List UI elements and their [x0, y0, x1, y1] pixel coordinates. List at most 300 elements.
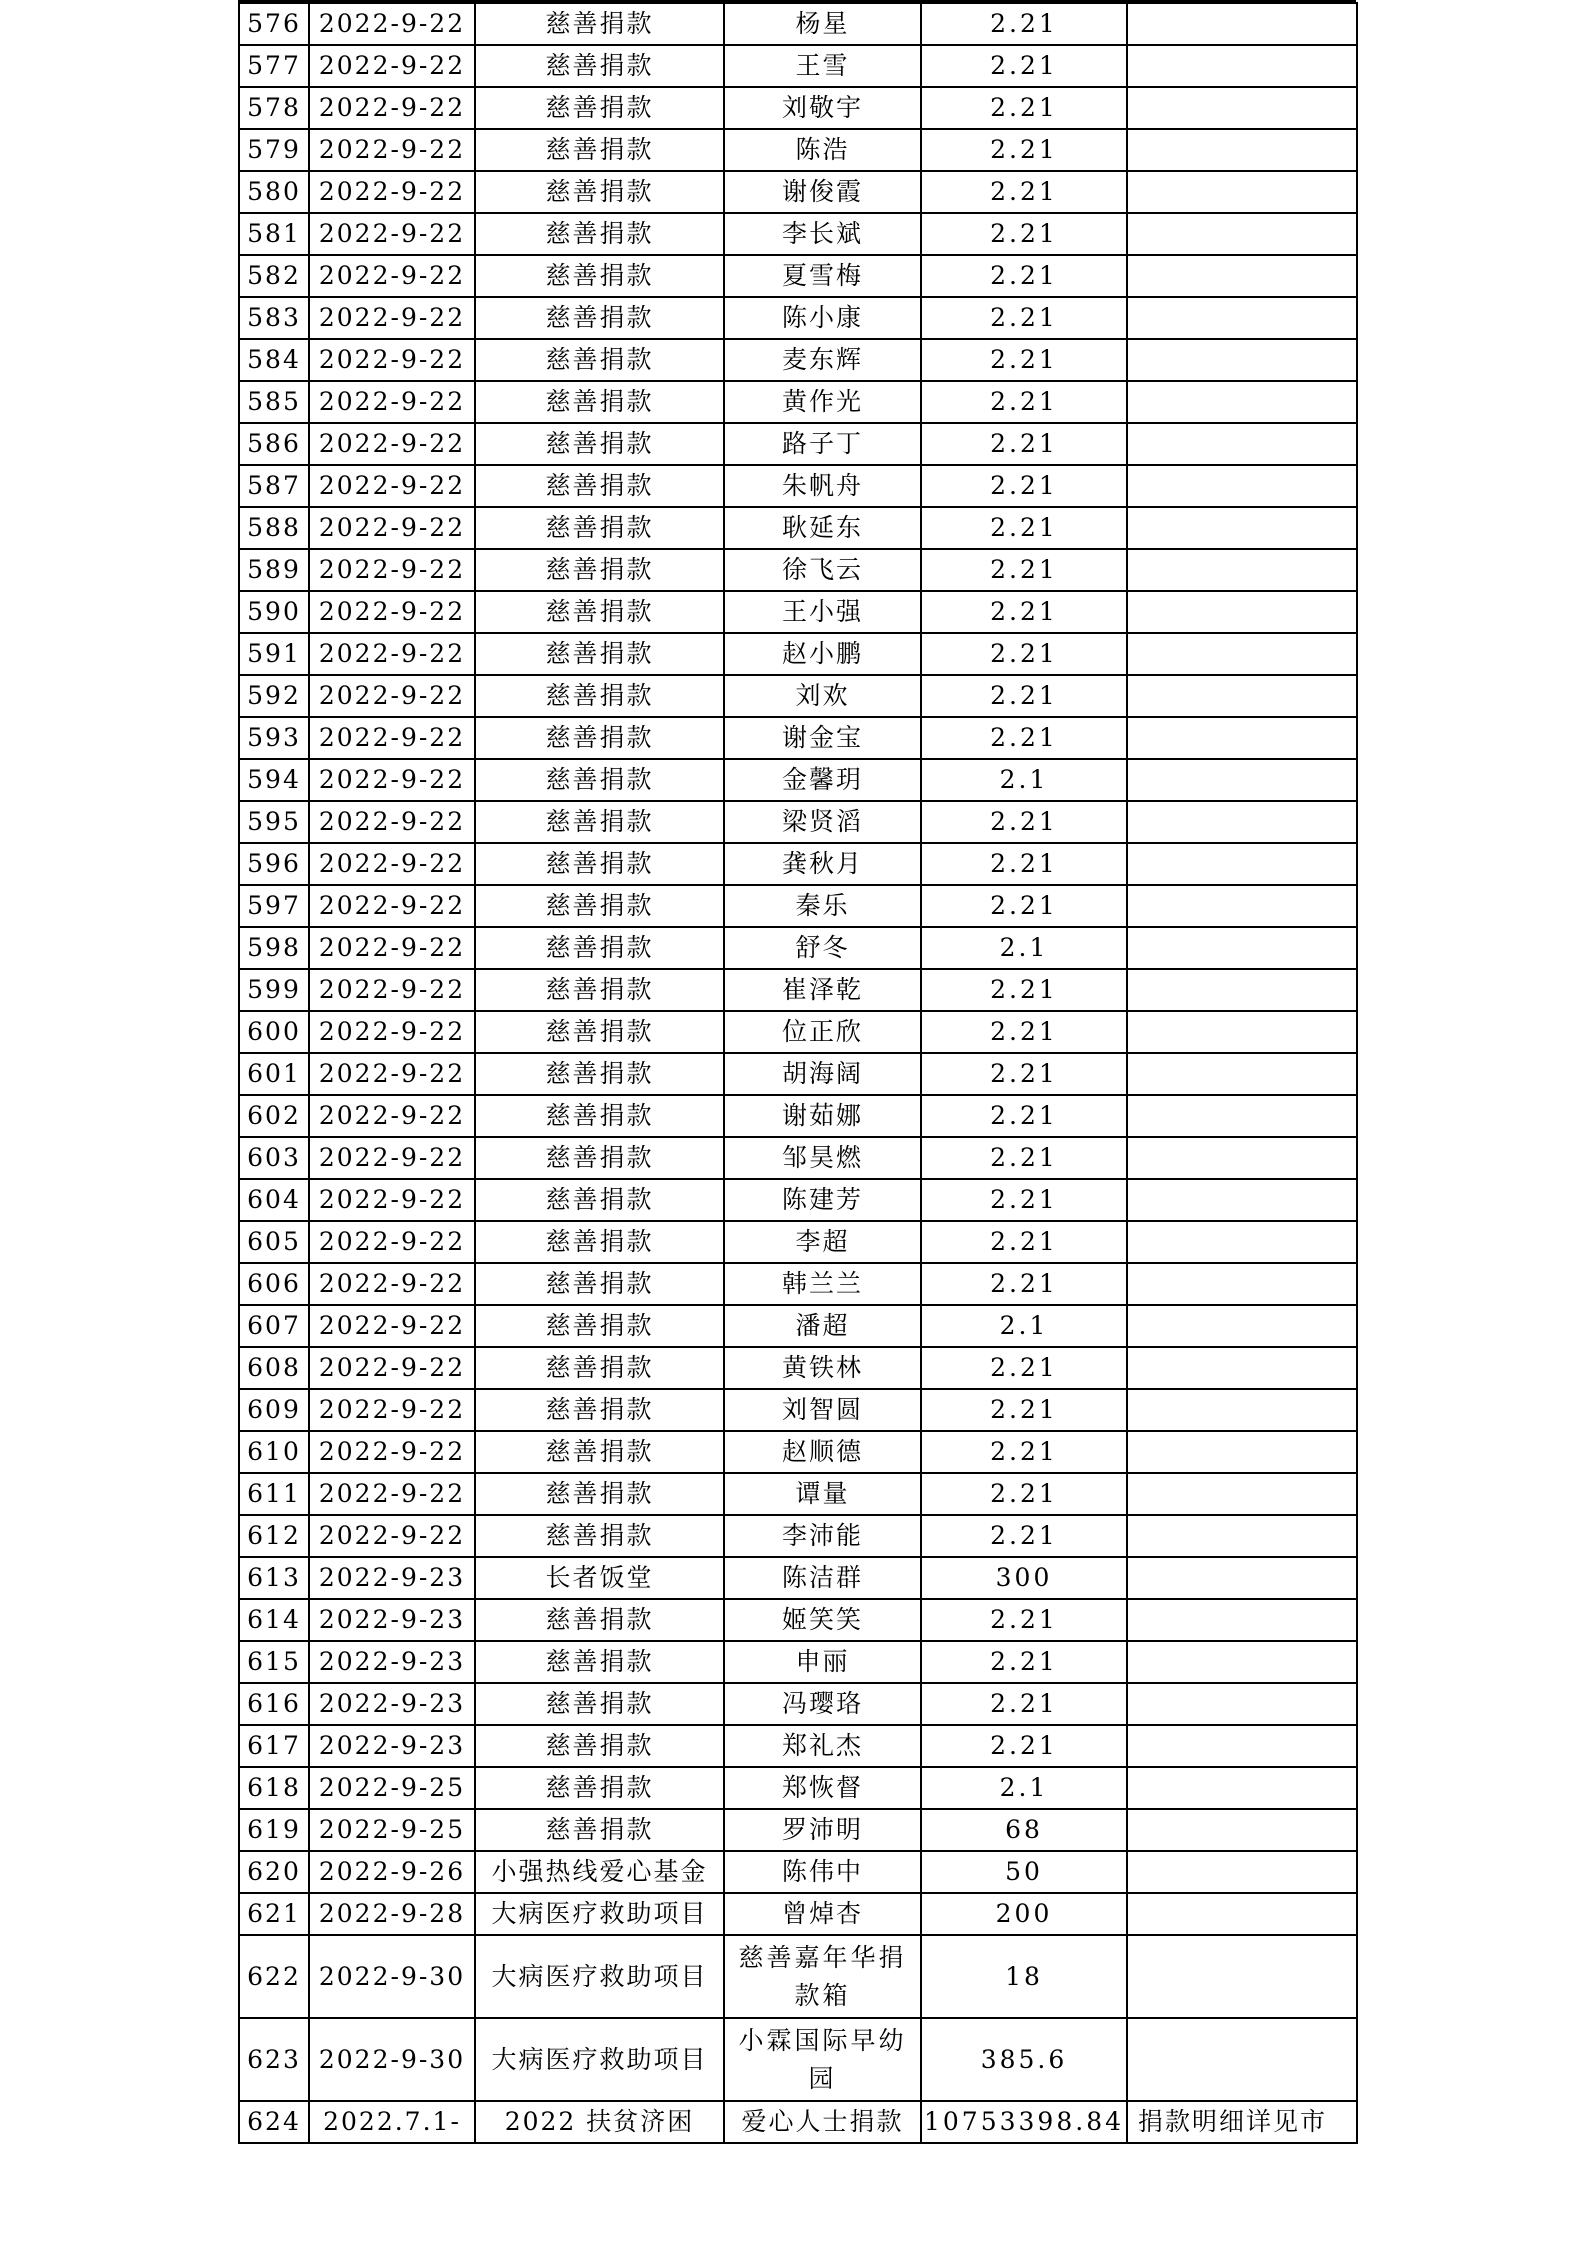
project-cell: 慈善捐款 [475, 1683, 724, 1725]
project-cell: 慈善捐款 [475, 885, 724, 927]
date-cell: 2022-9-22 [309, 1305, 475, 1347]
project-cell: 慈善捐款 [475, 1137, 724, 1179]
table-row [239, 801, 1357, 843]
donor-cell: 金馨玥 [724, 759, 921, 801]
table-row [239, 1179, 1357, 1221]
table-row [239, 1809, 1357, 1851]
amount-cell: 2.21 [921, 465, 1127, 507]
row-number-cell: 601 [239, 1053, 309, 1095]
note-cell [1127, 1893, 1357, 1935]
row-number-cell: 594 [239, 759, 309, 801]
amount-cell: 50 [921, 1851, 1127, 1893]
project-cell: 慈善捐款 [475, 675, 724, 717]
table-row [239, 465, 1357, 507]
row-number-cell: 585 [239, 381, 309, 423]
row-number-cell: 584 [239, 339, 309, 381]
row-number-cell: 590 [239, 591, 309, 633]
donor-cell: 谢茹娜 [724, 1095, 921, 1137]
amount-cell: 2.21 [921, 1683, 1127, 1725]
amount-cell: 2.21 [921, 1725, 1127, 1767]
amount-cell: 2.1 [921, 927, 1127, 969]
project-cell: 慈善捐款 [475, 1473, 724, 1515]
project-cell: 慈善捐款 [475, 717, 724, 759]
donor-cell: 龚秋月 [724, 843, 921, 885]
project-cell: 慈善捐款 [475, 507, 724, 549]
project-cell: 慈善捐款 [475, 1095, 724, 1137]
table-row [239, 213, 1357, 255]
date-cell: 2022-9-22 [309, 1263, 475, 1305]
amount-cell: 2.21 [921, 87, 1127, 129]
project-cell: 慈善捐款 [475, 1515, 724, 1557]
project-cell: 慈善捐款 [475, 1347, 724, 1389]
amount-cell: 2.21 [921, 1221, 1127, 1263]
amount-cell: 2.21 [921, 171, 1127, 213]
table-row [239, 1389, 1357, 1431]
table-row [239, 87, 1357, 129]
amount-cell: 2.21 [921, 1599, 1127, 1641]
note-cell [1127, 801, 1357, 843]
row-number-cell: 620 [239, 1851, 309, 1893]
project-cell: 慈善捐款 [475, 339, 724, 381]
note-cell [1127, 1515, 1357, 1557]
note-cell [1127, 1809, 1357, 1851]
amount-cell: 2.21 [921, 1263, 1127, 1305]
amount-cell: 2.1 [921, 1767, 1127, 1809]
table-row [239, 3, 1357, 45]
donor-cell: 舒冬 [724, 927, 921, 969]
donor-cell: 徐飞云 [724, 549, 921, 591]
date-cell: 2022-9-22 [309, 381, 475, 423]
note-cell [1127, 1221, 1357, 1263]
date-cell: 2022-9-22 [309, 1515, 475, 1557]
row-number-cell: 577 [239, 45, 309, 87]
amount-cell: 2.21 [921, 1053, 1127, 1095]
table-row [239, 1557, 1357, 1599]
amount-cell: 2.21 [921, 1179, 1127, 1221]
project-cell: 慈善捐款 [475, 1011, 724, 1053]
note-cell: 捐款明细详见市 [1127, 2101, 1357, 2143]
date-cell: 2022-9-23 [309, 1725, 475, 1767]
project-cell: 慈善捐款 [475, 381, 724, 423]
donor-cell: 梁贤滔 [724, 801, 921, 843]
note-cell [1127, 1263, 1357, 1305]
date-cell: 2022-9-23 [309, 1557, 475, 1599]
note-cell [1127, 1179, 1357, 1221]
row-number-cell: 621 [239, 1893, 309, 1935]
note-cell [1127, 213, 1357, 255]
amount-cell: 2.21 [921, 1389, 1127, 1431]
project-cell: 2022 扶贫济困 [475, 2101, 724, 2143]
note-cell [1127, 2018, 1357, 2101]
table-row [239, 297, 1357, 339]
date-cell: 2022-9-23 [309, 1683, 475, 1725]
note-cell [1127, 1851, 1357, 1893]
row-number-cell: 596 [239, 843, 309, 885]
table-row [239, 927, 1357, 969]
note-cell [1127, 927, 1357, 969]
project-cell: 大病医疗救助项目 [475, 1893, 724, 1935]
amount-cell: 2.21 [921, 1515, 1127, 1557]
project-cell: 慈善捐款 [475, 3, 724, 45]
table-row [239, 1515, 1357, 1557]
amount-cell: 2.21 [921, 675, 1127, 717]
date-cell: 2022-9-22 [309, 675, 475, 717]
amount-cell: 2.21 [921, 1641, 1127, 1683]
project-cell: 慈善捐款 [475, 129, 724, 171]
date-cell: 2022-9-22 [309, 1179, 475, 1221]
date-cell: 2022-9-22 [309, 759, 475, 801]
date-cell: 2022-9-22 [309, 339, 475, 381]
table-row [239, 2018, 1357, 2101]
donor-cell: 胡海阔 [724, 1053, 921, 1095]
row-number-cell: 605 [239, 1221, 309, 1263]
row-number-cell: 608 [239, 1347, 309, 1389]
project-cell: 大病医疗救助项目 [475, 2018, 724, 2101]
row-number-cell: 619 [239, 1809, 309, 1851]
table-row [239, 1053, 1357, 1095]
table-row [239, 1305, 1357, 1347]
date-cell: 2022-9-22 [309, 1053, 475, 1095]
row-number-cell: 583 [239, 297, 309, 339]
table-row [239, 381, 1357, 423]
table-row [239, 255, 1357, 297]
table-row [239, 171, 1357, 213]
project-cell: 慈善捐款 [475, 1767, 724, 1809]
row-number-cell: 588 [239, 507, 309, 549]
row-number-cell: 616 [239, 1683, 309, 1725]
row-number-cell: 581 [239, 213, 309, 255]
donor-cell: 王小强 [724, 591, 921, 633]
date-cell: 2022-9-30 [309, 2018, 475, 2101]
row-number-cell: 606 [239, 1263, 309, 1305]
row-number-cell: 607 [239, 1305, 309, 1347]
row-number-cell: 618 [239, 1767, 309, 1809]
donor-cell: 秦乐 [724, 885, 921, 927]
project-cell: 慈善捐款 [475, 759, 724, 801]
date-cell: 2022-9-22 [309, 87, 475, 129]
amount-cell: 385.6 [921, 2018, 1127, 2101]
table-row [239, 675, 1357, 717]
table-row [239, 1095, 1357, 1137]
project-cell: 慈善捐款 [475, 213, 724, 255]
row-number-cell: 582 [239, 255, 309, 297]
date-cell: 2022-9-22 [309, 1431, 475, 1473]
project-cell: 长者饭堂 [475, 1557, 724, 1599]
project-cell: 慈善捐款 [475, 633, 724, 675]
donor-cell: 谭量 [724, 1473, 921, 1515]
row-number-cell: 587 [239, 465, 309, 507]
date-cell: 2022-9-23 [309, 1641, 475, 1683]
note-cell [1127, 1473, 1357, 1515]
donor-cell: 刘智圆 [724, 1389, 921, 1431]
note-cell [1127, 591, 1357, 633]
donor-cell: 位正欣 [724, 1011, 921, 1053]
donor-cell: 李超 [724, 1221, 921, 1263]
amount-cell: 2.21 [921, 1095, 1127, 1137]
date-cell: 2022-9-22 [309, 465, 475, 507]
note-cell [1127, 1431, 1357, 1473]
row-number-cell: 609 [239, 1389, 309, 1431]
table-row [239, 1683, 1357, 1725]
note-cell [1127, 675, 1357, 717]
table-row [239, 1935, 1357, 2018]
donor-cell: 姬笑笑 [724, 1599, 921, 1641]
row-number-cell: 614 [239, 1599, 309, 1641]
table-row [239, 843, 1357, 885]
table-row [239, 759, 1357, 801]
note-cell [1127, 87, 1357, 129]
table-row [239, 129, 1357, 171]
donor-cell: 黄铁林 [724, 1347, 921, 1389]
amount-cell: 2.21 [921, 1011, 1127, 1053]
note-cell [1127, 1389, 1357, 1431]
amount-cell: 2.21 [921, 1431, 1127, 1473]
donor-cell: 曾焯杏 [724, 1893, 921, 1935]
date-cell: 2022-9-22 [309, 1347, 475, 1389]
note-cell [1127, 339, 1357, 381]
donor-cell: 陈洁群 [724, 1557, 921, 1599]
amount-cell: 2.21 [921, 339, 1127, 381]
project-cell: 慈善捐款 [475, 1305, 724, 1347]
note-cell [1127, 1725, 1357, 1767]
note-cell [1127, 843, 1357, 885]
table-row [239, 969, 1357, 1011]
table-row [239, 1431, 1357, 1473]
row-number-cell: 576 [239, 3, 309, 45]
donor-cell: 邹昊燃 [724, 1137, 921, 1179]
note-cell [1127, 1641, 1357, 1683]
project-cell: 慈善捐款 [475, 1263, 724, 1305]
project-cell: 慈善捐款 [475, 1809, 724, 1851]
donor-cell: 麦东辉 [724, 339, 921, 381]
note-cell [1127, 717, 1357, 759]
amount-cell: 2.21 [921, 549, 1127, 591]
note-cell [1127, 1683, 1357, 1725]
note-cell [1127, 465, 1357, 507]
donor-cell: 谢俊霞 [724, 171, 921, 213]
amount-cell: 2.21 [921, 1347, 1127, 1389]
donor-cell: 夏雪梅 [724, 255, 921, 297]
date-cell: 2022-9-26 [309, 1851, 475, 1893]
note-cell [1127, 1137, 1357, 1179]
note-cell [1127, 1557, 1357, 1599]
amount-cell: 2.21 [921, 801, 1127, 843]
date-cell: 2022-9-22 [309, 423, 475, 465]
note-cell [1127, 1011, 1357, 1053]
note-cell [1127, 423, 1357, 465]
row-number-cell: 611 [239, 1473, 309, 1515]
date-cell: 2022-9-22 [309, 171, 475, 213]
note-cell [1127, 507, 1357, 549]
project-cell: 慈善捐款 [475, 1221, 724, 1263]
donor-cell: 赵小鹏 [724, 633, 921, 675]
donor-cell: 李长斌 [724, 213, 921, 255]
amount-cell: 2.21 [921, 717, 1127, 759]
table-row [239, 45, 1357, 87]
amount-cell: 2.21 [921, 255, 1127, 297]
amount-cell: 2.21 [921, 381, 1127, 423]
row-number-cell: 613 [239, 1557, 309, 1599]
donor-cell: 慈善嘉年华捐款箱 [724, 1935, 921, 2018]
donor-cell: 朱帆舟 [724, 465, 921, 507]
amount-cell: 2.21 [921, 129, 1127, 171]
table-row [239, 1221, 1357, 1263]
table-row [239, 1347, 1357, 1389]
donor-cell: 爱心人士捐款 [724, 2101, 921, 2143]
date-cell: 2022-9-22 [309, 507, 475, 549]
date-cell: 2022-9-22 [309, 843, 475, 885]
amount-cell: 2.21 [921, 3, 1127, 45]
table-row [239, 717, 1357, 759]
project-cell: 慈善捐款 [475, 171, 724, 213]
amount-cell: 68 [921, 1809, 1127, 1851]
date-cell: 2022-9-22 [309, 717, 475, 759]
project-cell: 慈善捐款 [475, 549, 724, 591]
table-row [239, 423, 1357, 465]
table-row [239, 1263, 1357, 1305]
row-number-cell: 579 [239, 129, 309, 171]
donor-cell: 陈建芳 [724, 1179, 921, 1221]
note-cell [1127, 1347, 1357, 1389]
table-row [239, 1725, 1357, 1767]
donor-cell: 陈伟中 [724, 1851, 921, 1893]
date-cell: 2022-9-23 [309, 1599, 475, 1641]
donor-cell: 郑礼杰 [724, 1725, 921, 1767]
donor-cell: 陈小康 [724, 297, 921, 339]
row-number-cell: 622 [239, 1935, 309, 2018]
row-number-cell: 598 [239, 927, 309, 969]
note-cell [1127, 171, 1357, 213]
note-cell [1127, 633, 1357, 675]
note-cell [1127, 1935, 1357, 2018]
row-number-cell: 600 [239, 1011, 309, 1053]
donation-table [238, 2, 1358, 2144]
donor-cell: 刘欢 [724, 675, 921, 717]
note-cell [1127, 3, 1357, 45]
table-row [239, 1641, 1357, 1683]
project-cell: 慈善捐款 [475, 1725, 724, 1767]
row-number-cell: 595 [239, 801, 309, 843]
row-number-cell: 589 [239, 549, 309, 591]
date-cell: 2022.7.1- [309, 2101, 475, 2143]
amount-cell: 2.1 [921, 759, 1127, 801]
table-row [239, 1473, 1357, 1515]
table-row [239, 885, 1357, 927]
donor-cell: 路子丁 [724, 423, 921, 465]
amount-cell: 2.1 [921, 1305, 1127, 1347]
note-cell [1127, 1767, 1357, 1809]
amount-cell: 2.21 [921, 969, 1127, 1011]
donor-cell: 潘超 [724, 1305, 921, 1347]
project-cell: 慈善捐款 [475, 927, 724, 969]
note-cell [1127, 297, 1357, 339]
table-row [239, 1137, 1357, 1179]
date-cell: 2022-9-22 [309, 1095, 475, 1137]
row-number-cell: 624 [239, 2101, 309, 2143]
donor-cell: 李沛能 [724, 1515, 921, 1557]
project-cell: 慈善捐款 [475, 465, 724, 507]
note-cell [1127, 885, 1357, 927]
date-cell: 2022-9-22 [309, 1137, 475, 1179]
date-cell: 2022-9-22 [309, 1473, 475, 1515]
date-cell: 2022-9-22 [309, 129, 475, 171]
donor-cell: 小霖国际早幼园 [724, 2018, 921, 2101]
donor-cell: 黄作光 [724, 381, 921, 423]
amount-cell: 2.21 [921, 633, 1127, 675]
date-cell: 2022-9-22 [309, 255, 475, 297]
row-number-cell: 593 [239, 717, 309, 759]
donor-cell: 王雪 [724, 45, 921, 87]
row-number-cell: 586 [239, 423, 309, 465]
project-cell: 大病医疗救助项目 [475, 1935, 724, 2018]
donor-cell: 陈浩 [724, 129, 921, 171]
amount-cell: 2.21 [921, 885, 1127, 927]
row-number-cell: 602 [239, 1095, 309, 1137]
table-row [239, 1767, 1357, 1809]
project-cell: 慈善捐款 [475, 45, 724, 87]
amount-cell: 2.21 [921, 45, 1127, 87]
note-cell [1127, 129, 1357, 171]
donor-cell: 郑恢督 [724, 1767, 921, 1809]
project-cell: 慈善捐款 [475, 87, 724, 129]
date-cell: 2022-9-22 [309, 1389, 475, 1431]
donor-cell: 崔泽乾 [724, 969, 921, 1011]
donor-cell: 杨星 [724, 3, 921, 45]
date-cell: 2022-9-22 [309, 591, 475, 633]
date-cell: 2022-9-22 [309, 213, 475, 255]
table-row [239, 1011, 1357, 1053]
table-row [239, 1851, 1357, 1893]
date-cell: 2022-9-22 [309, 3, 475, 45]
amount-cell: 18 [921, 1935, 1127, 2018]
row-number-cell: 592 [239, 675, 309, 717]
date-cell: 2022-9-22 [309, 549, 475, 591]
table-row [239, 549, 1357, 591]
note-cell [1127, 759, 1357, 801]
donor-cell: 韩兰兰 [724, 1263, 921, 1305]
amount-cell: 2.21 [921, 843, 1127, 885]
row-number-cell: 597 [239, 885, 309, 927]
donor-cell: 罗沛明 [724, 1809, 921, 1851]
table-row [239, 507, 1357, 549]
date-cell: 2022-9-22 [309, 1011, 475, 1053]
donation-ledger [238, 0, 1356, 2144]
row-number-cell: 604 [239, 1179, 309, 1221]
row-number-cell: 580 [239, 171, 309, 213]
note-cell [1127, 1095, 1357, 1137]
row-number-cell: 612 [239, 1515, 309, 1557]
date-cell: 2022-9-22 [309, 1221, 475, 1263]
donor-cell: 赵顺德 [724, 1431, 921, 1473]
project-cell: 慈善捐款 [475, 843, 724, 885]
row-number-cell: 615 [239, 1641, 309, 1683]
row-number-cell: 578 [239, 87, 309, 129]
row-number-cell: 610 [239, 1431, 309, 1473]
amount-cell: 2.21 [921, 507, 1127, 549]
amount-cell: 2.21 [921, 1137, 1127, 1179]
date-cell: 2022-9-28 [309, 1893, 475, 1935]
date-cell: 2022-9-22 [309, 633, 475, 675]
amount-cell: 10753398.84 [921, 2101, 1127, 2143]
amount-cell: 2.21 [921, 297, 1127, 339]
table-row [239, 2101, 1357, 2143]
date-cell: 2022-9-22 [309, 969, 475, 1011]
donor-cell: 冯璎珞 [724, 1683, 921, 1725]
donor-cell: 刘敬宇 [724, 87, 921, 129]
date-cell: 2022-9-22 [309, 297, 475, 339]
amount-cell: 300 [921, 1557, 1127, 1599]
table-row [239, 1599, 1357, 1641]
